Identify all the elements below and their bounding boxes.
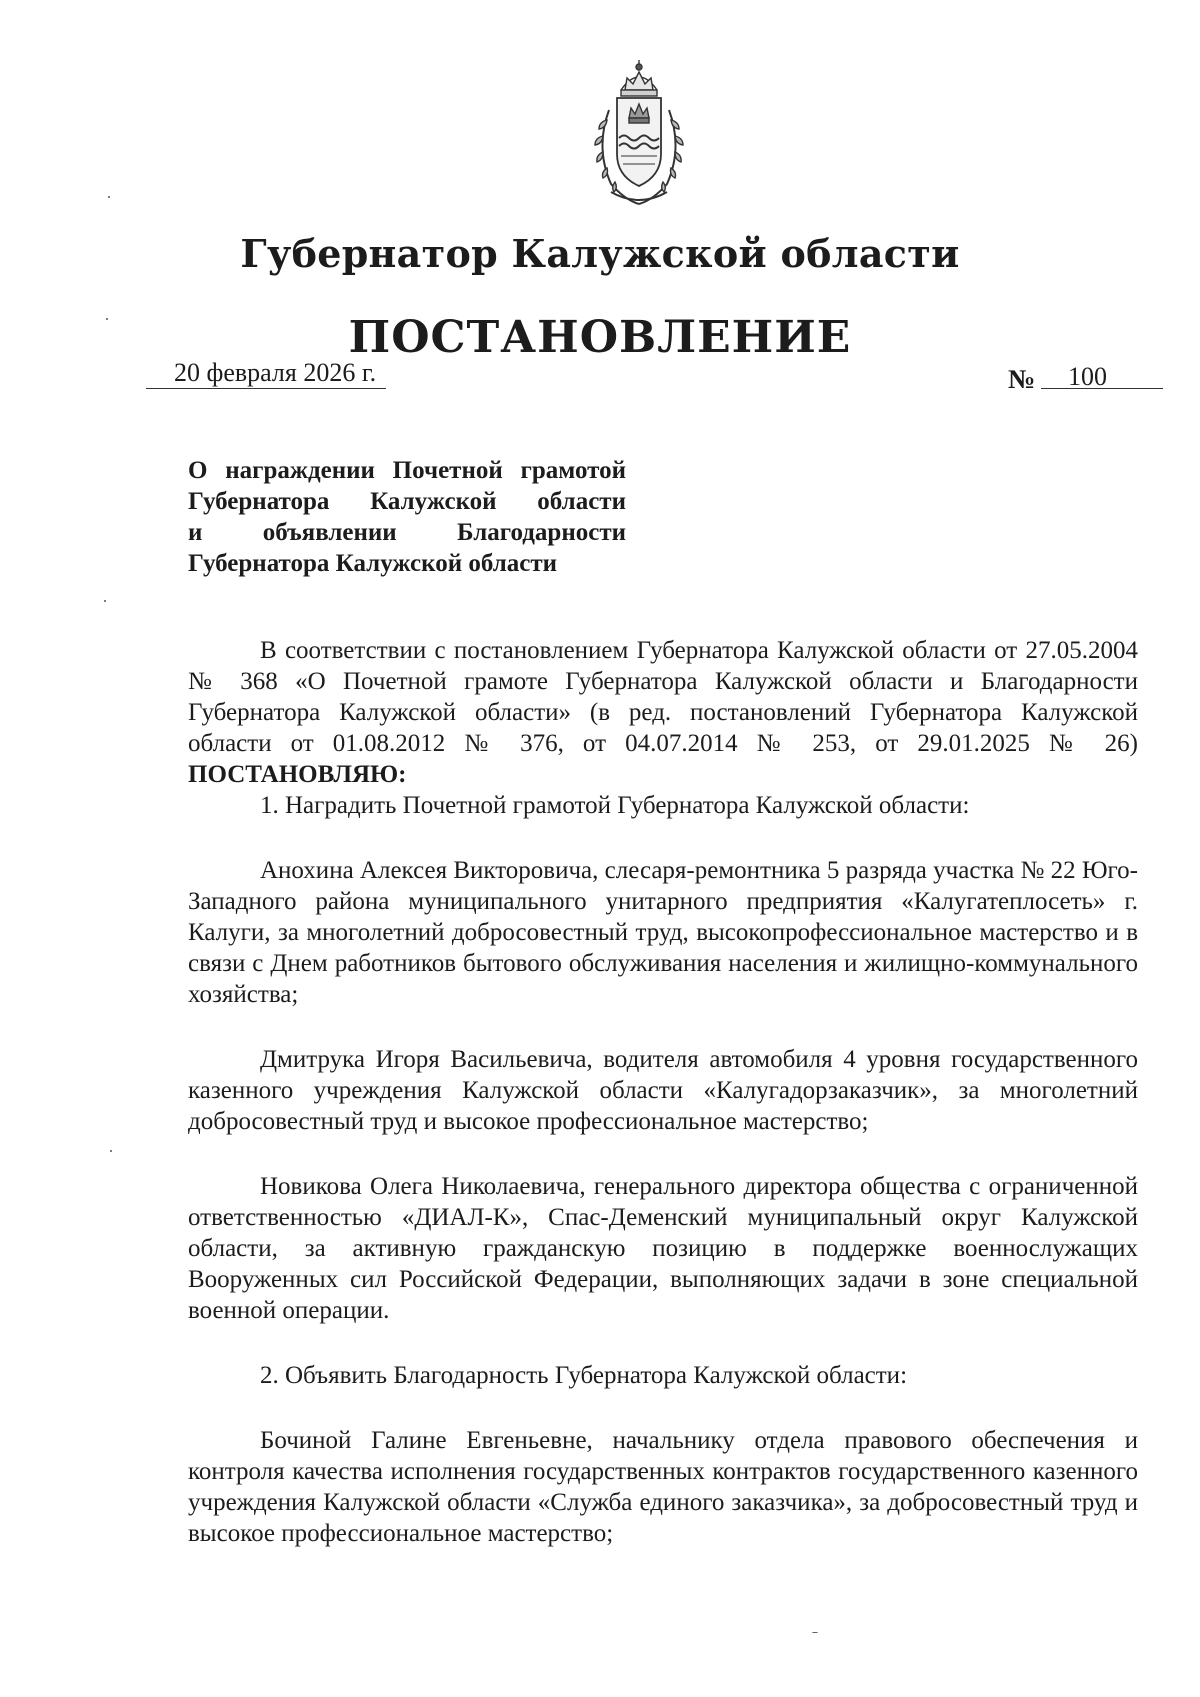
item-1-heading: 1. Наградить Почетной грамотой Губернатора Калужской области: [260,792,970,819]
scan-speck [812,1632,818,1633]
scan-speck [106,318,108,320]
document-subject [188,455,626,579]
subject-line: О награждении Почетной грамотой [188,457,626,484]
subject-line: Губернатора Калужской области [188,488,626,515]
document-number-label: № [1008,364,1036,394]
issuer-title: Губернатор Калужской области [240,231,960,276]
subject-line: Губернатора Калужской области [188,550,558,577]
document-body [188,635,1138,1549]
document-type-heading: ПОСТАНОВЛЕНИЕ [348,312,852,363]
decree-word: ПОСТАНОВЛЯЮ: [188,761,407,788]
awardee-paragraph: Бочиной Галине Евгеньевне, начальнику отдела правового обеспечения и контроля качества исполнения государственных контрактов государственного казенного учреждения Калужской области «Служба единого заказчика», за добросовестный труд и высокое профессиональное мастерство; [188,1427,1138,1547]
awardee-paragraph: Новикова Олега Николаевича, генерального директора общества с ограниченной ответственностью «ДИАЛ-К», Спас-Деменский муниципальный округ Калужской области, за активную гражданскую позицию в поддержке военнослужащих Вооруженных сил Российской Федерации, выполняющих задачи в зоне специальной военной операции. [188,1173,1138,1324]
subject-line: и объявлении Благодарности [188,519,626,546]
document-date: 20 февраля 2026 г. [146,358,386,389]
scan-speck [104,600,106,602]
awardee-paragraph: Дмитрука Игоря Васильевича, водителя автомобиля 4 уровня государственного казенного учреждения Калужской области «Калугадорзаказчик», за многолетний добросовестный труд и высокое профессиональное мастерство; [188,1046,1138,1135]
coat-of-arms-emblem [581,58,697,208]
awardee-paragraph: Анохина Алексея Викторовича, слесаря-ремонтника 5 разряда участка № 22 Юго-Западного района муниципального унитарного предприятия «Калугатеплосеть» г. Калуги, за многолетний добросовестный труд, высокопрофессиональное мастерство и в связи с Днем работников бытового обслуживания населения и жилищно-коммунального хозяйства; [188,857,1138,1008]
document-number: 100 [1068,362,1107,391]
scan-speck [110,1150,112,1152]
item-2-heading: 2. Объявить Благодарность Губернатора Калужской области: [260,1362,908,1389]
preamble-text: В соответствии с постановлением Губернатора Калужской области от 27.05.2004 № 368 «О Почетной грамоте Губернатора Калужской области и Благодарности Губернатора Калужской области» (в ред. постановлений Губернатора Калужской области от 01.08.2012 № 376, от 04.07.2014 № 253, от 29.01.2025 № 26) [188,637,1138,757]
preamble-paragraph [188,635,1138,790]
scan-speck [108,196,110,198]
